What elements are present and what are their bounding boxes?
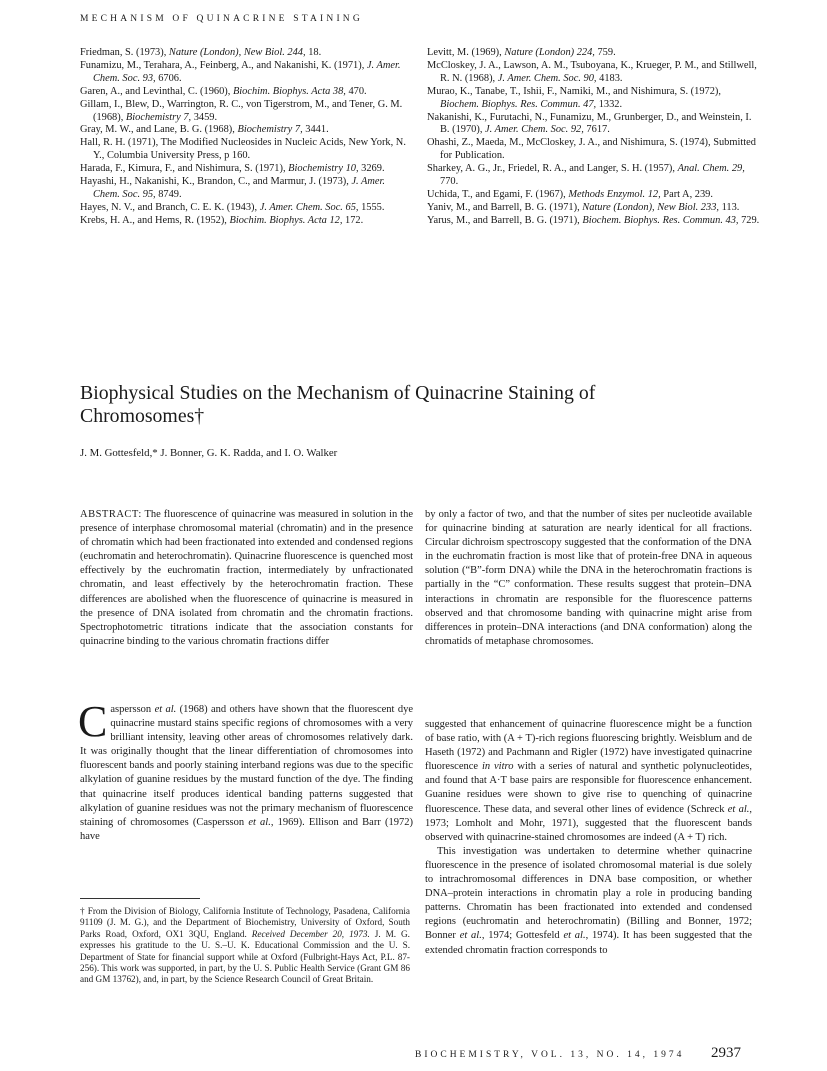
reference-entry: Funamizu, M., Terahara, A., Feinberg, A., and Nakanishi, K. (1971), J. Amer. Chem. Soc. 93, 6706. [80, 59, 401, 84]
reference-entry: McCloskey, J. A., Lawson, A. M., Tsuboyana, K., Krueger, P. M., and Stillwell, R. N. (1968), J. Amer. Chem. Soc. 90, 4183. [427, 59, 757, 84]
reference-entry: Friedman, S. (1973), Nature (London), New Biol. 244, 18. [80, 47, 322, 58]
reference-entry: Hayashi, H., Nakanishi, K., Brandon, C., and Marmur, J. (1973), J. Amer. Chem. Soc. 95, 8749. [80, 176, 386, 200]
references-right-column [427, 47, 760, 228]
reference-entry: Murao, K., Tanabe, T., Ishii, F., Namiki, M., and Nishimura, S. (1972), Biochem. Biophys. Res. Commun. 47, 1332. [427, 85, 721, 110]
running-head: MECHANISM OF QUINACRINE STAINING [80, 14, 363, 24]
reference-entry: Harada, F., Kimura, F., and Nishimura, S. (1971), Biochemistry 10, 3269. [80, 163, 385, 175]
reference-entry: Yaniv, M., and Barrell, B. G. (1971), Nature (London), New Biol. 233, 113. [427, 201, 740, 213]
article-title: Biophysical Studies on the Mechanism of Quinacrine Staining of Chromosomes† [80, 382, 596, 427]
footnote-divider [80, 898, 200, 899]
drop-cap: C [78, 697, 108, 746]
reference-entry: Sharkey, A. G., Jr., Friedel, R. A., and Langer, S. H. (1957), Anal. Chem. 29, 770. [427, 163, 745, 188]
body-text-left: aspersson et al. (1968) and others have shown that the fluorescent dye quinacrine mustard stains specific regions of chromosomes with a very brilliant intensity, leaving other areas of chromosomes relatively dark. It was originally thought that the linear differentiation of chromosomes into fluorescent bands and poorly staining interband regions was due to the specific alkylation of guanine residues by the mustard function of the dye. The finding that quinacrine itself produces identical banding patterns suggested that alkylation of guanine residues was not the primary mechanism of fluorescence staining of chromosomes (Caspersson et al., 1969). Ellison and Barr (1972) have [80, 704, 414, 842]
footnote: † From the Division of Biology, California Institute of Technology, Pasadena, California 91109 (J. M. G.), and the Department of Biochemistry, University of Oxford, South Parks Road, Oxford, OX1 3QU, England. Received December 20, 1973. J. M. G. expresses his gratitude to the U. S.–U. K. Educational Commission and the U. S. Department of State for financial support while at Oxford (Fulbright-Hays Act, P.L. 87-256). This work was supported, in part, by the U. S. Public Health Service (Grant GM 86 and GM 13762), and, in part, by the Science Research Council of Great Britain. [80, 906, 410, 985]
reference-entry: Hall, R. H. (1971), The Modified Nucleosides in Nucleic Acids, New York, N. Y., Columbia University Press, p 160. [80, 137, 406, 162]
reference-entry: Garen, A., and Levinthal, C. (1960), Biochim. Biophys. Acta 38, 470. [80, 85, 367, 97]
abstract-text-left: The fluorescence of quinacrine was measured in solution in the presence of interphase chromosomal material (chromatin) and in the presence of chromatin which had been fractionated into extended and condensed regions (euchromatin and heterochromatin). Quinacrine fluorescence is quenched most effectively by the euchromatin fraction, intermediately by unfractionated chromatin, and least effectively by the heterochromatin fraction. These differences are abolished when the fluorescence of quinacrine is measured in the presence of DNA isolated from chromatin and the chromatin fractions. Spectrophotometric titrations indicate that the association constants for quinacrine binding to the various chromatin fractions differ [80, 509, 414, 647]
abstract-text-right: by only a factor of two, and that the number of sites per nucleotide available for quinacrine binding at saturation are nearly identical for all fractions. Circular dichroism spectroscopy suggested that the conformation of the DNA in the euchromatin fraction is most like that of protein-free DNA in aqueous solution (“B”-form DNA) while the DNA in the heterochromatin fractions is partially in the “C” conformation. These results suggest that protein–DNA interactions in chromatin are responsible for the fluorescence patterns observed and that chromosome banding with quinacrine might arise from differences in protein–DNA interactions (and DNA conformation) along the chromatids of metaphase chromosomes. [425, 509, 752, 647]
body-right-column [425, 718, 752, 958]
abstract-left-column [80, 508, 413, 649]
page-number: 2937 [711, 1045, 741, 1061]
reference-entry: Yarus, M., and Barrell, B. G. (1971), Biochem. Biophys. Res. Commun. 43, 729. [427, 214, 760, 226]
references-left-column [80, 47, 413, 228]
body-paragraph-right-2: This investigation was undertaken to determine whether quinacrine fluorescence in the presence of isolated chromosomal material is due solely to intrachromosomal differences in DNA base composition, or whether DNA–protein interactions in chromatin play a role in producing banding patterns. Chromatin has been fractionated into extended and condensed regions (euchromatin and heterochromatin) (Billing and Bonner, 1972; Bonner et al., 1974; Gottesfeld et al., 1974). It has been suggested that the extended chromatin fraction corresponds to [425, 845, 752, 956]
body-paragraph-right-1: suggested that enhancement of quinacrine fluorescence might be a function of base ratio, with (A + T)-rich regions fluorescing brightly. Weisblum and de Haseth (1972) and Pachmann and Rigler (1972) have investigated quinacrine fluorescence in vitro with a series of natural and synthetic polynucleotides, and found that A·T base pairs are responsible for fluorescence enhancement. Guanine residues were shown to give rise to quenching of quinacrine fluorescence. These data, and several other lines of evidence (Schreck et al., 1973; Lomholt and Mohr, 1971), suggested that the fluorescent bands observed with quinacrine-stained chromosomes are indeed (A + T) rich. [425, 719, 752, 843]
reference-entry: Gray, M. W., and Lane, B. G. (1968), Biochemistry 7, 3441. [80, 124, 329, 136]
reference-entry: Krebs, H. A., and Hems, R. (1952), Biochim. Biophys. Acta 12, 172. [80, 214, 364, 226]
abstract-label: ABSTRACT: [80, 509, 142, 520]
reference-entry: Ohashi, Z., Maeda, M., McCloskey, J. A., and Nishimura, S. (1974), Submitted for Publication. [427, 137, 756, 162]
reference-entry: Nakanishi, K., Furutachi, N., Funamizu, M., Grunberger, D., and Weinstein, I. B. (1970), J. Amer. Chem. Soc. 92, 7617. [427, 111, 752, 136]
reference-entry: Levitt, M. (1969), Nature (London) 224, 759. [427, 47, 616, 58]
abstract-right-column [425, 508, 752, 649]
body-left-column [78, 697, 414, 883]
reference-entry: Hayes, N. V., and Branch, C. E. K. (1943), J. Amer. Chem. Soc. 65, 1555. [80, 201, 385, 213]
article-authors: J. M. Gottesfeld,* J. Bonner, G. K. Radda, and I. O. Walker [80, 447, 338, 459]
reference-entry: Uchida, T., and Egami, F. (1967), Methods Enzymol. 12, Part A, 239. [427, 188, 713, 200]
reference-entry: Gillam, I., Blew, D., Warrington, R. C., von Tigerstrom, M., and Tener, G. M. (1968), Biochemistry 7, 3459. [80, 98, 403, 123]
journal-footer: BIOCHEMISTRY, VOL. 13, NO. 14, 1974 [415, 1050, 685, 1060]
